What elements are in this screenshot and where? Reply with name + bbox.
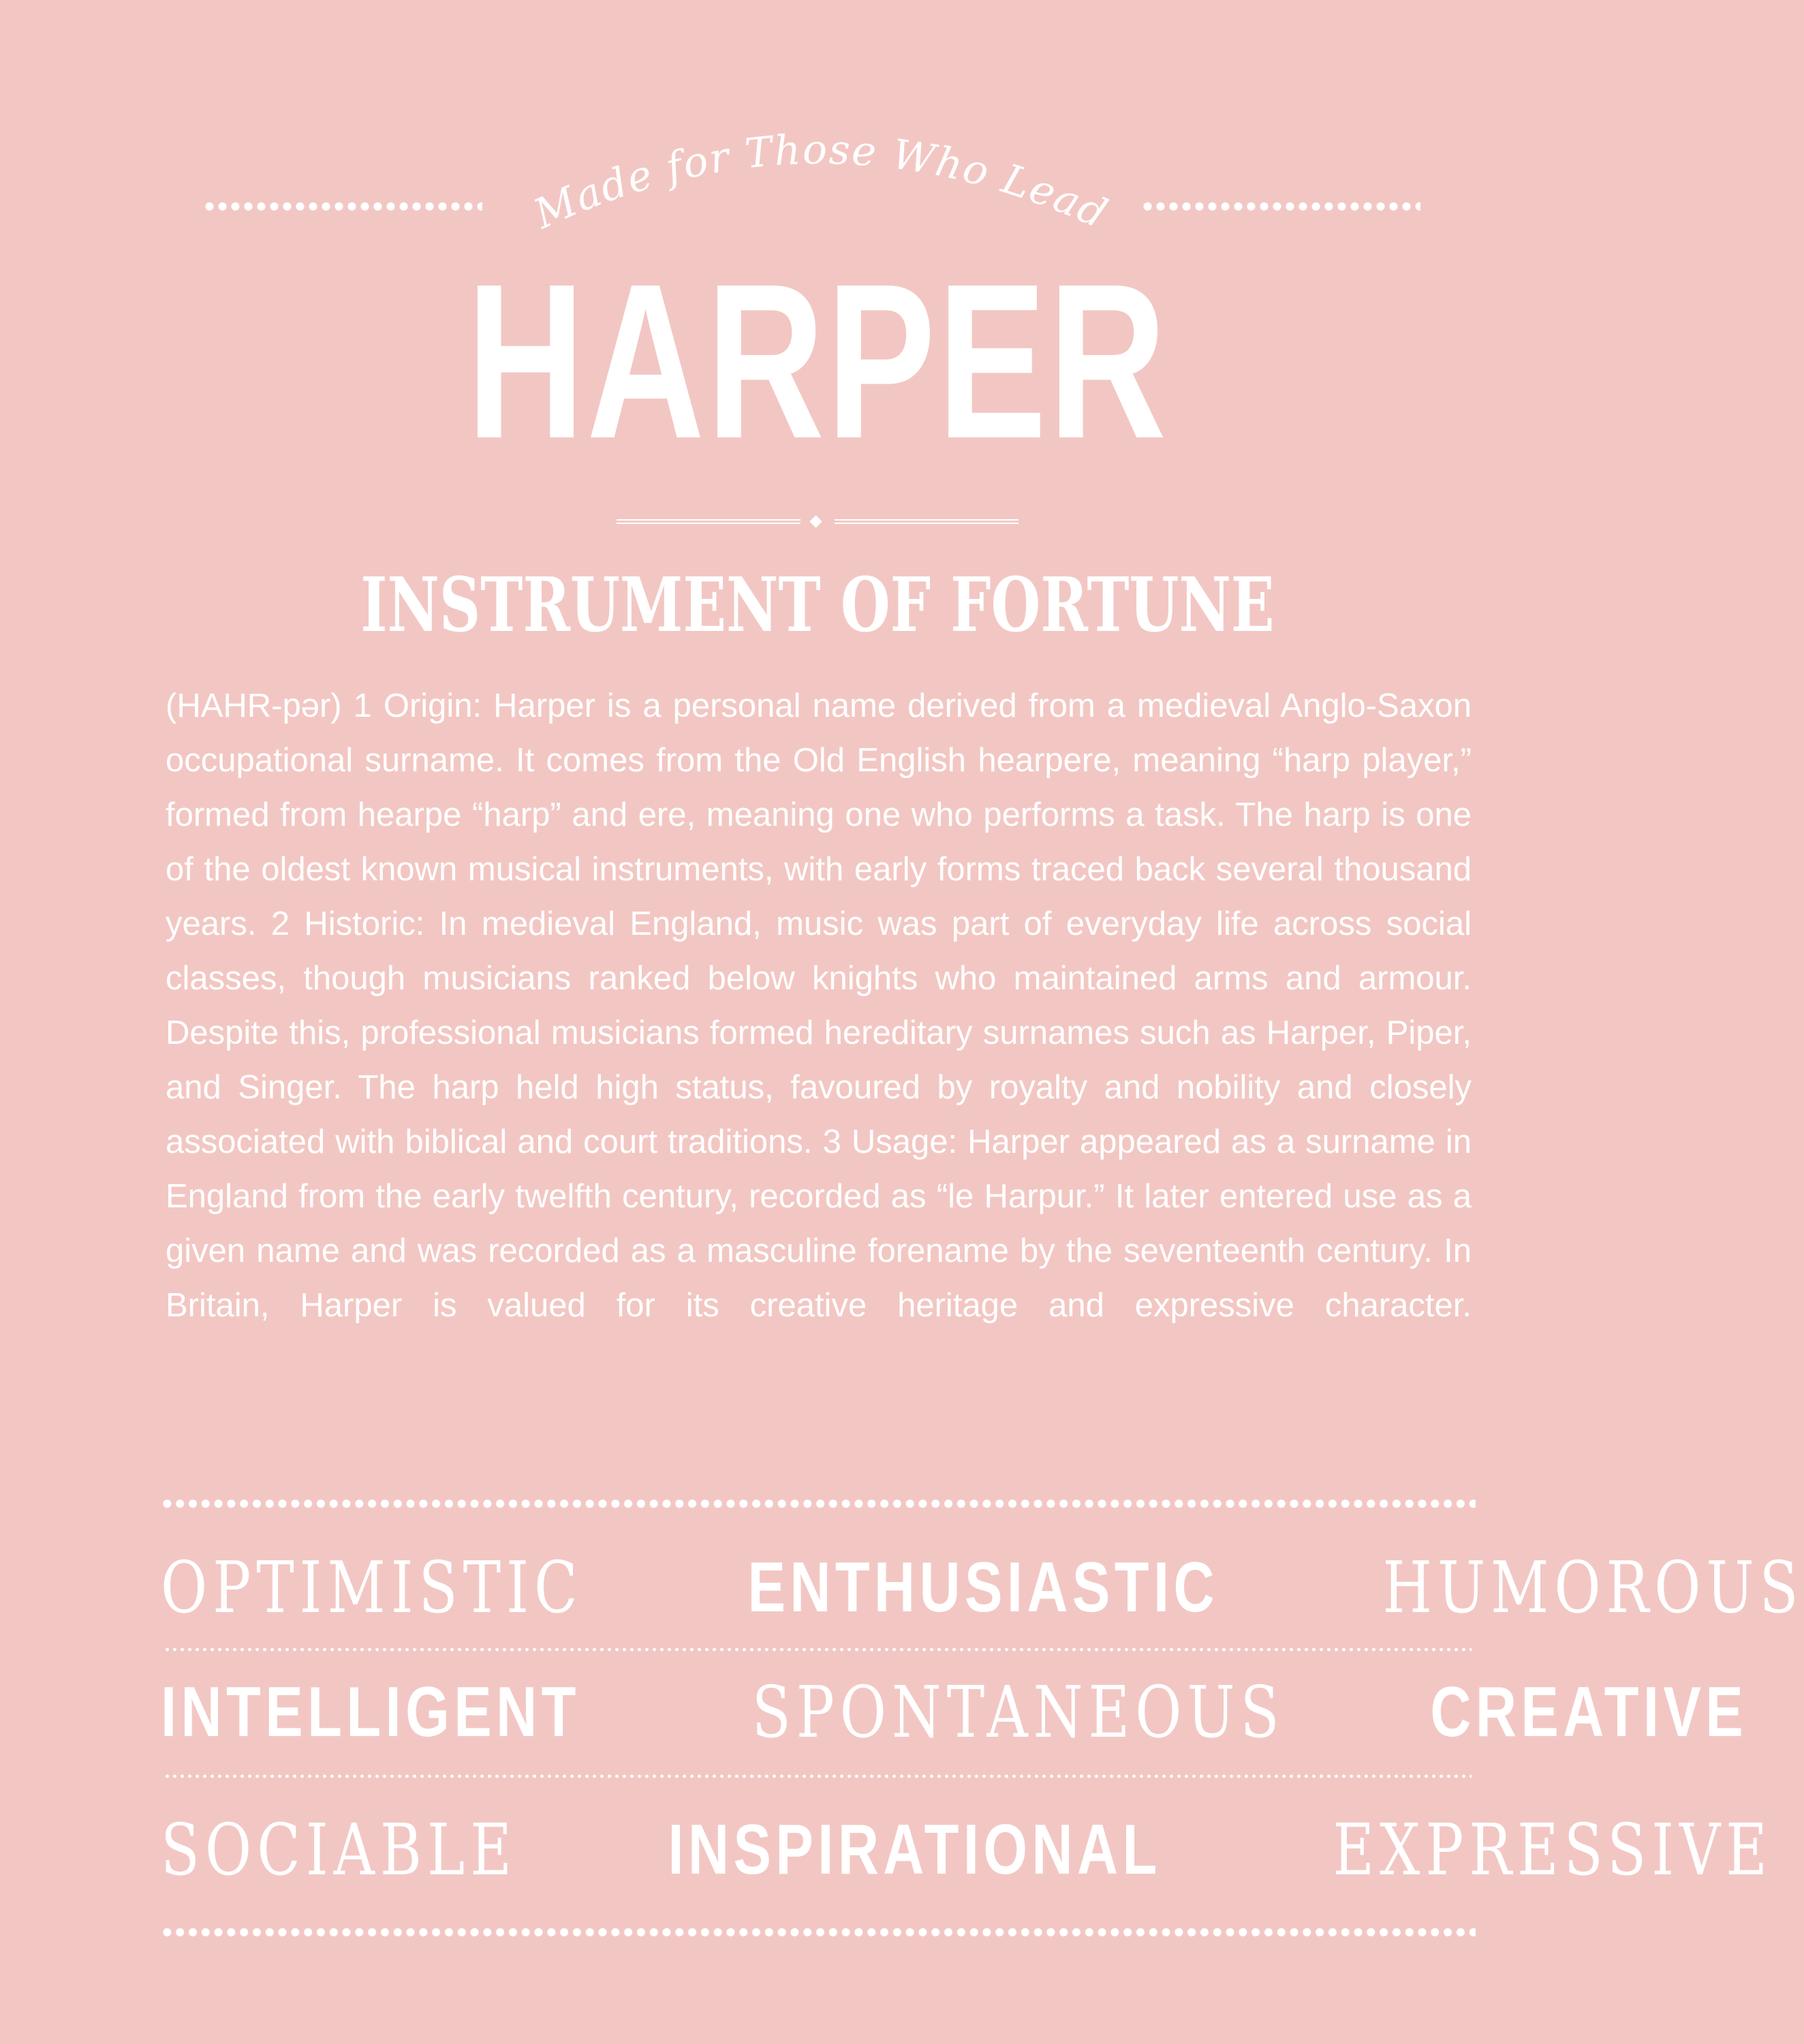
trait-word: HUMOROUS [1382,1546,1804,1629]
trait-word: EXPRESSIVE [1333,1808,1773,1891]
tagline-arc [477,89,1158,252]
trait-row-3 [161,1808,1773,1891]
trait-word: INTELLIGENT [161,1673,580,1752]
top-left-dotted-rule [203,202,482,211]
trait-word: ENTHUSIASTIC [747,1548,1219,1627]
trait-word: SOCIABLE [161,1808,517,1891]
name-meaning-subtitle: INSTRUMENT OF FORTUNE [360,561,1275,649]
trait-row-1 [161,1546,1804,1629]
trait-word: CREATIVE [1430,1673,1748,1752]
trait-row-separator [164,1774,1472,1778]
divider-line-right [835,519,1018,524]
traits-top-dotted-rule [161,1498,1476,1509]
traits-bottom-dotted-rule [161,1927,1476,1938]
divider-line-left [617,519,800,524]
name-definition-paragraph: (HAHR-pər) 1 Origin: Harper is a personal name derived from a medieval Anglo-Saxon occupational surname. It comes from the Old English hearpere, meaning “harp player,” formed from hearpe “harp” and ere, meaning one who performs a task. The harp is one of the oldest known musical instruments, with early forms traced back several thousand years. 2 Historic: In medieval England, music was part of everyday life across social classes, though musicians ranked below knights who maintained arms and armour. Despite this, professional musicians formed hereditary surnames such as Harper, Piper, and Singer. The harp held high status, favoured by royalty and nobility and closely associated with biblical and court traditions. 3 Usage: Harper appeared as a surname in England from the early twelfth century, recorded as “le Harpur.” It later entered use as a given name and was recorded as a masculine forename by the seventeenth century. In Britain, Harper is valued for its creative heritage and expressive character. [166,687,1472,1324]
trait-word: OPTIMISTIC [161,1546,583,1629]
diamond-icon [809,515,822,527]
trait-row-separator [164,1647,1472,1652]
name-title: HARPER [466,238,1169,484]
trait-word: SPONTANEOUS [751,1671,1285,1754]
trait-row-2 [161,1671,1748,1754]
ornament-divider [617,514,1018,531]
trait-word: INSPIRATIONAL [668,1810,1162,1889]
tagline: Made for Those Who Lead [527,125,1115,239]
top-right-dotted-rule [1141,202,1420,211]
